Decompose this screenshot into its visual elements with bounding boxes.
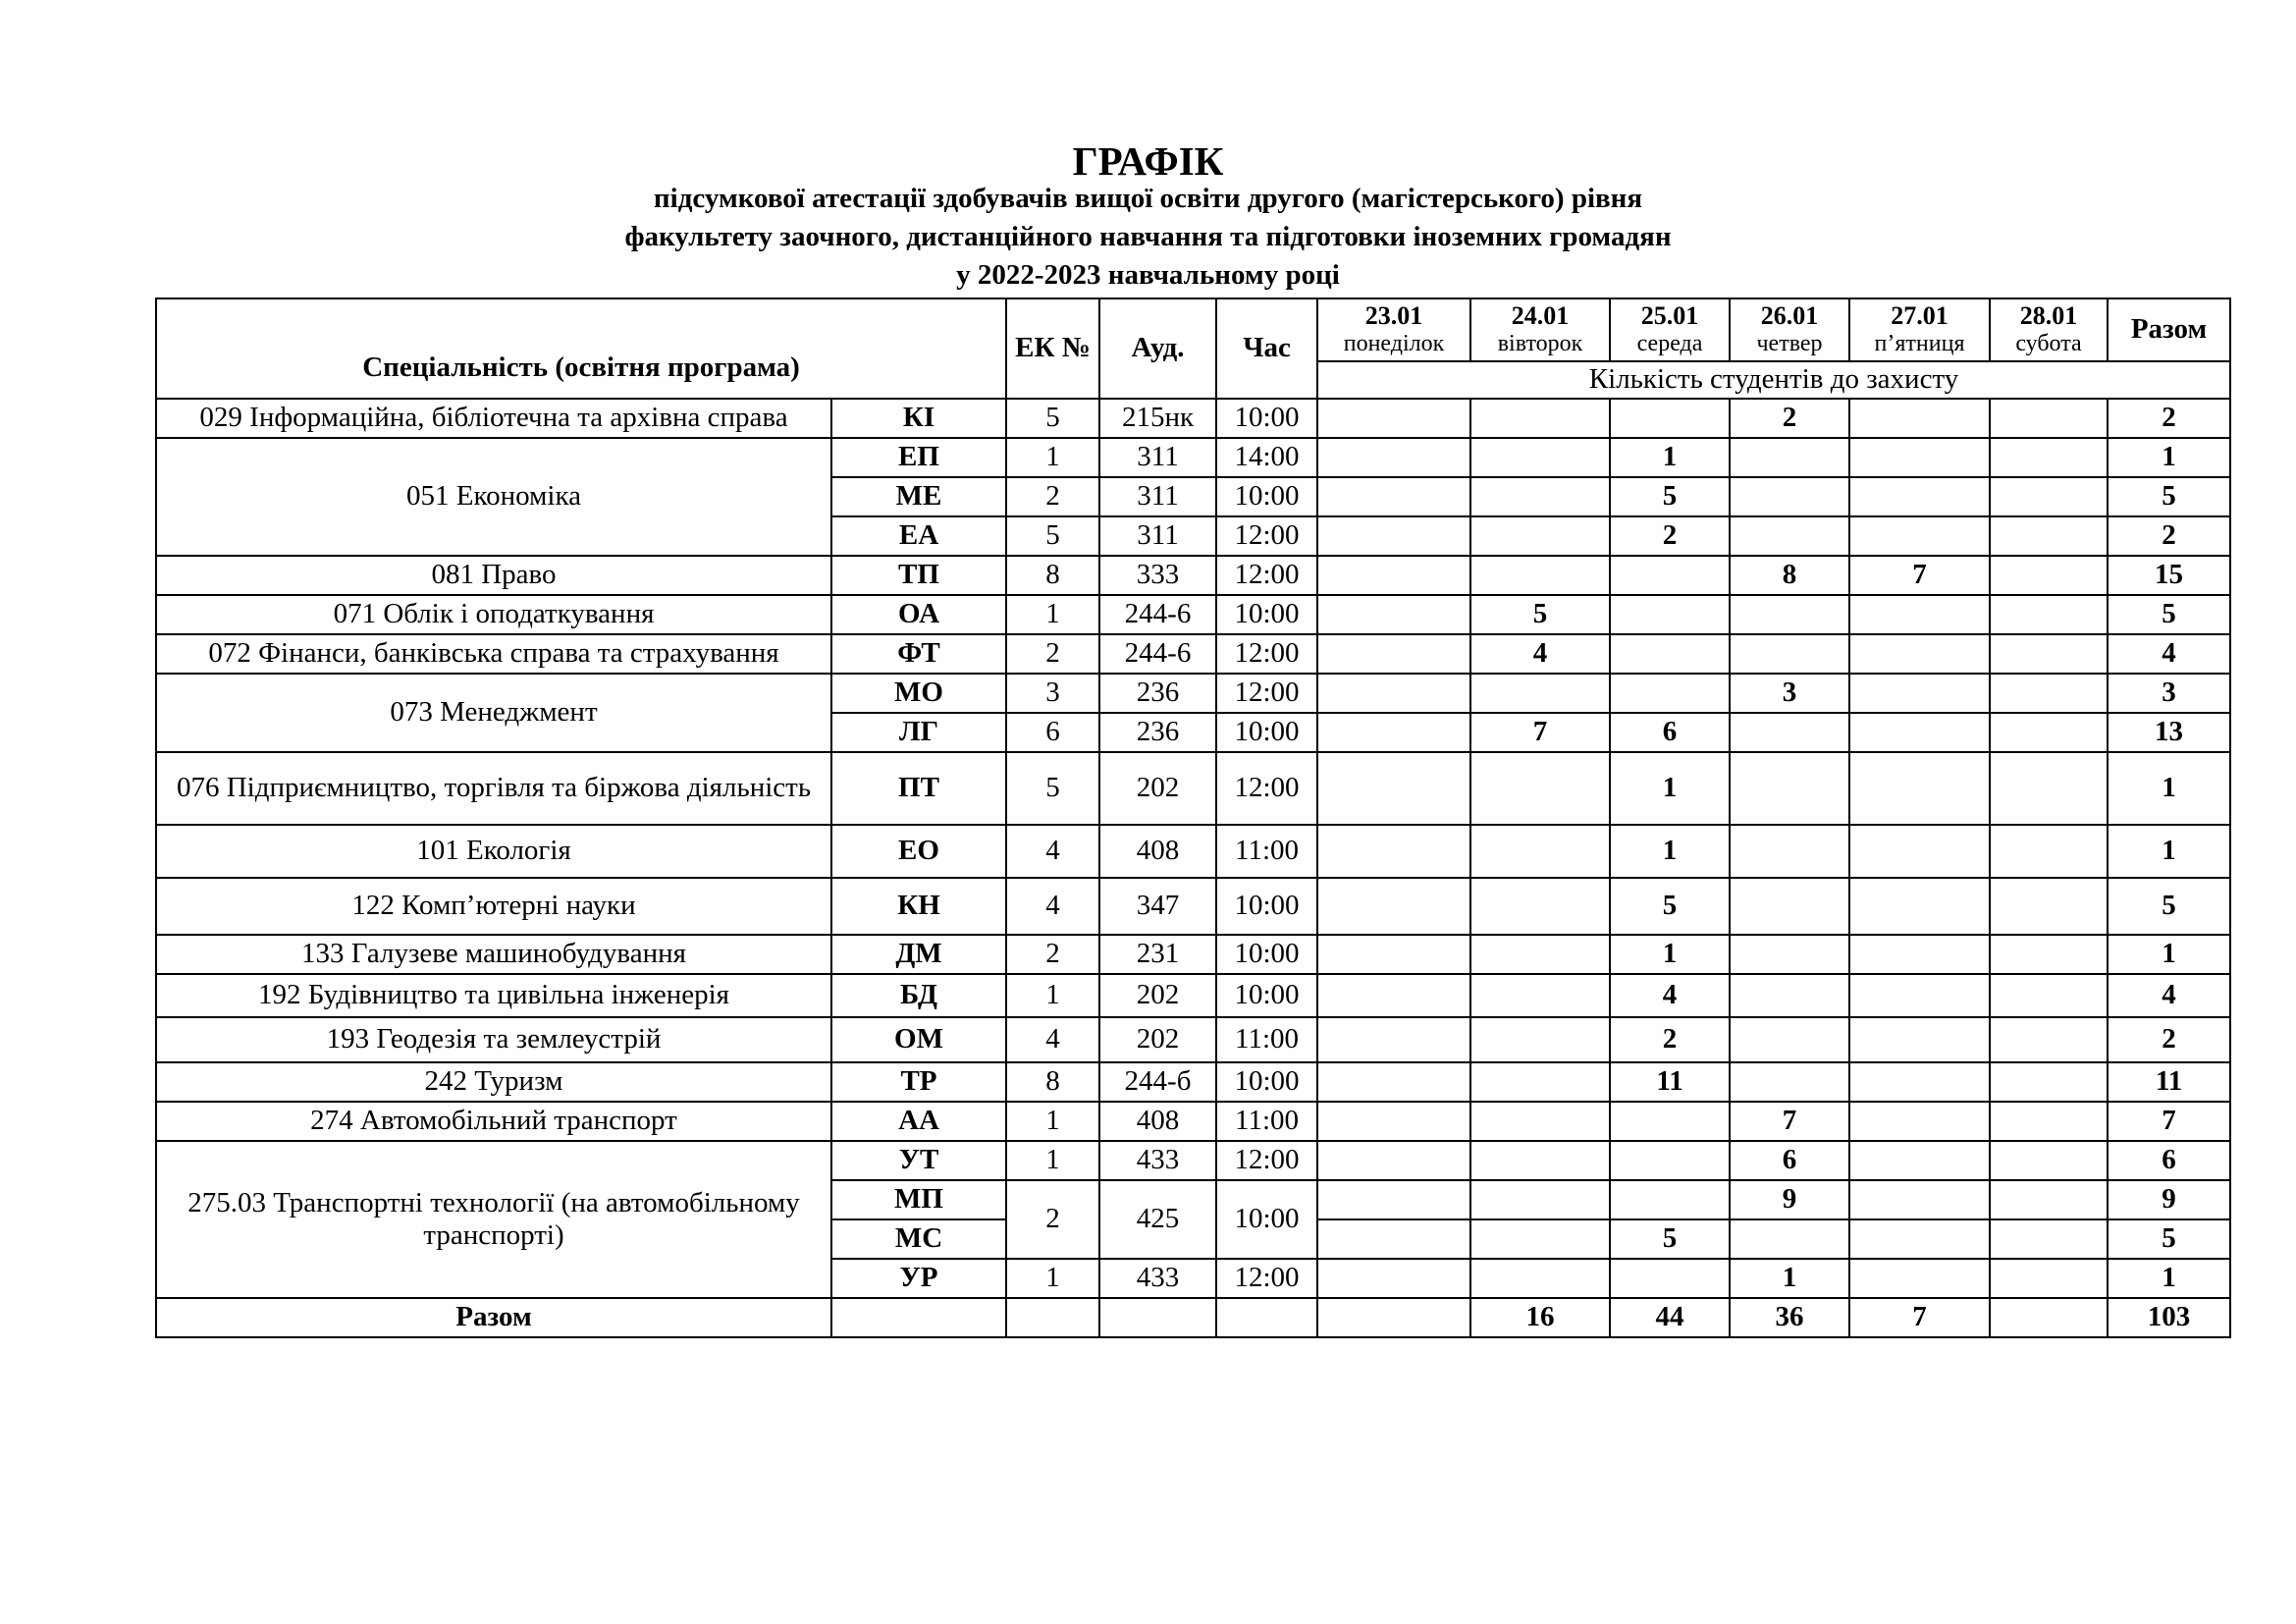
header-aud: Ауд. xyxy=(1099,298,1216,399)
day-count xyxy=(1730,1219,1849,1259)
start-time: 12:00 xyxy=(1216,1141,1317,1180)
day-count xyxy=(1990,477,2108,516)
day-count xyxy=(1730,752,1849,825)
program-code: ТП xyxy=(831,556,1006,595)
day-count: 11 xyxy=(1610,1062,1730,1102)
day-count: 1 xyxy=(1610,752,1730,825)
row-total: 5 xyxy=(2108,477,2230,516)
row-total: 1 xyxy=(2108,935,2230,974)
ek-number: 1 xyxy=(1006,974,1099,1017)
day-count xyxy=(1730,974,1849,1017)
totals-row xyxy=(156,1298,2230,1337)
day-count xyxy=(1730,634,1849,674)
totals-day-count xyxy=(1990,1298,2108,1337)
auditorium: 202 xyxy=(1099,1017,1216,1062)
day-count xyxy=(1849,825,1990,878)
day-count xyxy=(1849,1102,1990,1141)
row-total: 4 xyxy=(2108,974,2230,1017)
day-count xyxy=(1470,1102,1610,1141)
specialty-cell: 071 Облік і оподаткування xyxy=(156,595,831,634)
subtitle-line-3: у 2022-2023 навчальному році xyxy=(956,259,1340,291)
day-count xyxy=(1317,477,1470,516)
day-count xyxy=(1470,556,1610,595)
auditorium: 311 xyxy=(1099,477,1216,516)
table-row xyxy=(156,752,2230,825)
totals-empty xyxy=(1006,1298,1099,1337)
day-count xyxy=(1610,674,1730,713)
day-count: 7 xyxy=(1849,556,1990,595)
day-count: 5 xyxy=(1610,1219,1730,1259)
day-count xyxy=(1849,1141,1990,1180)
specialty-cell: 122 Комп’ютерні науки xyxy=(156,878,831,935)
day-count xyxy=(1990,1062,2108,1102)
specialty-cell: 029 Інформаційна, бібліотечна та архівна справа xyxy=(156,399,831,438)
day-count xyxy=(1990,438,2108,477)
day-count xyxy=(1730,825,1849,878)
day-count xyxy=(1990,1219,2108,1259)
ek-number: 8 xyxy=(1006,1062,1099,1102)
day-count xyxy=(1317,1062,1470,1102)
specialty-cell: 081 Право xyxy=(156,556,831,595)
auditorium: 236 xyxy=(1099,674,1216,713)
ek-number: 2 xyxy=(1006,1180,1099,1259)
specialty-cell: 076 Підприємництво, торгівля та біржова діяльність xyxy=(156,752,831,825)
day-count xyxy=(1610,1102,1730,1141)
start-time: 10:00 xyxy=(1216,974,1317,1017)
header-ek: ЕК № xyxy=(1006,298,1099,399)
day-count xyxy=(1849,974,1990,1017)
program-code: УТ xyxy=(831,1141,1006,1180)
day-count xyxy=(1470,752,1610,825)
day-count: 2 xyxy=(1610,1017,1730,1062)
totals-day-count: 7 xyxy=(1849,1298,1990,1337)
table-row xyxy=(156,935,2230,974)
day-count xyxy=(1317,1102,1470,1141)
start-time: 10:00 xyxy=(1216,477,1317,516)
start-time: 11:00 xyxy=(1216,1017,1317,1062)
auditorium: 408 xyxy=(1099,1102,1216,1141)
program-code: ФТ xyxy=(831,634,1006,674)
start-time: 10:00 xyxy=(1216,878,1317,935)
start-time: 11:00 xyxy=(1216,1102,1317,1141)
row-total: 1 xyxy=(2108,1259,2230,1298)
day-count xyxy=(1730,438,1849,477)
program-code: АА xyxy=(831,1102,1006,1141)
ek-number: 1 xyxy=(1006,595,1099,634)
start-time: 12:00 xyxy=(1216,1259,1317,1298)
day-count xyxy=(1317,674,1470,713)
subtitle-line-1: підсумкової атестації здобувачів вищої освіти другого (магістерського) рівня xyxy=(653,183,1643,214)
table-row xyxy=(156,825,2230,878)
ek-number: 4 xyxy=(1006,878,1099,935)
day-count xyxy=(1990,556,2108,595)
ek-number: 2 xyxy=(1006,634,1099,674)
table-row xyxy=(156,1141,2230,1180)
day-count xyxy=(1317,438,1470,477)
ek-number: 1 xyxy=(1006,1102,1099,1141)
header-time: Час xyxy=(1216,298,1317,399)
day-count xyxy=(1470,878,1610,935)
schedule-table xyxy=(155,298,2231,1338)
day-count xyxy=(1990,713,2108,752)
table-row xyxy=(156,1062,2230,1102)
day-count: 9 xyxy=(1730,1180,1849,1219)
day-count xyxy=(1317,825,1470,878)
day-count: 5 xyxy=(1610,878,1730,935)
start-time: 10:00 xyxy=(1216,1180,1317,1259)
day-count xyxy=(1849,878,1990,935)
day-count xyxy=(1990,974,2108,1017)
row-total: 5 xyxy=(2108,878,2230,935)
day-count xyxy=(1849,438,1990,477)
day-count xyxy=(1849,674,1990,713)
day-count xyxy=(1317,974,1470,1017)
day-count xyxy=(1470,438,1610,477)
ek-number: 1 xyxy=(1006,1141,1099,1180)
program-code: УР xyxy=(831,1259,1006,1298)
ek-number: 1 xyxy=(1006,1259,1099,1298)
header-day-5: 27.01 п’ятниця xyxy=(1849,298,1990,361)
program-code: КІ xyxy=(831,399,1006,438)
program-code: ТР xyxy=(831,1062,1006,1102)
day-count: 1 xyxy=(1610,825,1730,878)
day-count: 1 xyxy=(1610,935,1730,974)
start-time: 10:00 xyxy=(1216,399,1317,438)
day-count xyxy=(1990,1180,2108,1219)
start-time: 12:00 xyxy=(1216,752,1317,825)
table-row xyxy=(156,674,2230,713)
day-count xyxy=(1317,1141,1470,1180)
day-count xyxy=(1317,752,1470,825)
day-count xyxy=(1470,1017,1610,1062)
day-count xyxy=(1470,935,1610,974)
day-count xyxy=(1317,878,1470,935)
table-row xyxy=(156,1102,2230,1141)
day-count xyxy=(1730,595,1849,634)
row-total: 4 xyxy=(2108,634,2230,674)
program-code: МО xyxy=(831,674,1006,713)
start-time: 12:00 xyxy=(1216,674,1317,713)
program-code: ЛГ xyxy=(831,713,1006,752)
auditorium: 215нк xyxy=(1099,399,1216,438)
day-count xyxy=(1317,935,1470,974)
day-count xyxy=(1317,1180,1470,1219)
day-count xyxy=(1317,595,1470,634)
day-count xyxy=(1849,1259,1990,1298)
day-count xyxy=(1470,1219,1610,1259)
table-row xyxy=(156,595,2230,634)
day-count xyxy=(1730,935,1849,974)
day-count xyxy=(1849,1062,1990,1102)
day-count: 7 xyxy=(1730,1102,1849,1141)
day-count xyxy=(1849,752,1990,825)
day-count xyxy=(1317,713,1470,752)
start-time: 14:00 xyxy=(1216,438,1317,477)
day-count xyxy=(1990,935,2108,974)
auditorium: 231 xyxy=(1099,935,1216,974)
day-count xyxy=(1849,1180,1990,1219)
ek-number: 3 xyxy=(1006,674,1099,713)
totals-day-count xyxy=(1317,1298,1470,1337)
auditorium: 244-6 xyxy=(1099,634,1216,674)
ek-number: 5 xyxy=(1006,516,1099,556)
day-count xyxy=(1990,1102,2108,1141)
program-code: ЕА xyxy=(831,516,1006,556)
day-count xyxy=(1317,1017,1470,1062)
day-count xyxy=(1730,1062,1849,1102)
grand-total: 103 xyxy=(2108,1298,2230,1337)
start-time: 12:00 xyxy=(1216,516,1317,556)
day-count xyxy=(1730,713,1849,752)
day-count xyxy=(1470,477,1610,516)
specialty-cell: 193 Геодезія та землеустрій xyxy=(156,1017,831,1062)
program-code: ОМ xyxy=(831,1017,1006,1062)
row-total: 1 xyxy=(2108,438,2230,477)
auditorium: 311 xyxy=(1099,516,1216,556)
day-count: 2 xyxy=(1610,516,1730,556)
day-count xyxy=(1849,595,1990,634)
day-count xyxy=(1849,399,1990,438)
day-count xyxy=(1990,674,2108,713)
day-count xyxy=(1610,1141,1730,1180)
day-count xyxy=(1470,399,1610,438)
auditorium: 202 xyxy=(1099,752,1216,825)
totals-day-count: 36 xyxy=(1730,1298,1849,1337)
row-total: 2 xyxy=(2108,1017,2230,1062)
day-count xyxy=(1990,878,2108,935)
ek-number: 1 xyxy=(1006,438,1099,477)
header-students-label: Кількість студентів до захисту xyxy=(1317,361,2230,399)
auditorium: 244-6 xyxy=(1099,595,1216,634)
day-count: 1 xyxy=(1730,1259,1849,1298)
specialty-cell: 051 Економіка xyxy=(156,438,831,556)
auditorium: 347 xyxy=(1099,878,1216,935)
day-count xyxy=(1990,1259,2108,1298)
day-count xyxy=(1610,634,1730,674)
day-count xyxy=(1317,556,1470,595)
day-count xyxy=(1990,516,2108,556)
program-code: МС xyxy=(831,1219,1006,1259)
auditorium: 244-б xyxy=(1099,1062,1216,1102)
specialty-cell: 073 Менеджмент xyxy=(156,674,831,752)
program-code: КН xyxy=(831,878,1006,935)
day-count xyxy=(1317,634,1470,674)
day-count xyxy=(1849,1017,1990,1062)
start-time: 10:00 xyxy=(1216,935,1317,974)
ek-number: 2 xyxy=(1006,935,1099,974)
header-day-2: 24.01 вівторок xyxy=(1470,298,1610,361)
day-count xyxy=(1470,1062,1610,1102)
header-day-6: 28.01 субота xyxy=(1990,298,2108,361)
start-time: 12:00 xyxy=(1216,556,1317,595)
day-count: 6 xyxy=(1610,713,1730,752)
start-time: 10:00 xyxy=(1216,713,1317,752)
specialty-cell: 101 Екологія xyxy=(156,825,831,878)
day-count xyxy=(1470,674,1610,713)
table-row xyxy=(156,1017,2230,1062)
totals-day-count: 44 xyxy=(1610,1298,1730,1337)
specialty-cell: 192 Будівництво та цивільна інженерія xyxy=(156,974,831,1017)
start-time: 11:00 xyxy=(1216,825,1317,878)
row-total: 11 xyxy=(2108,1062,2230,1102)
day-count xyxy=(1849,935,1990,974)
auditorium: 433 xyxy=(1099,1259,1216,1298)
start-time: 10:00 xyxy=(1216,1062,1317,1102)
specialty-cell: 072 Фінанси, банківська справа та страхування xyxy=(156,634,831,674)
row-total: 13 xyxy=(2108,713,2230,752)
day-count xyxy=(1470,1180,1610,1219)
auditorium: 408 xyxy=(1099,825,1216,878)
ek-number: 8 xyxy=(1006,556,1099,595)
table-row xyxy=(156,878,2230,935)
day-count xyxy=(1610,556,1730,595)
table-row xyxy=(156,974,2230,1017)
start-time: 10:00 xyxy=(1216,595,1317,634)
program-code: МП xyxy=(831,1180,1006,1219)
day-count xyxy=(1317,516,1470,556)
day-count xyxy=(1730,516,1849,556)
row-total: 1 xyxy=(2108,825,2230,878)
day-count xyxy=(1990,399,2108,438)
row-total: 5 xyxy=(2108,1219,2230,1259)
header-row xyxy=(156,298,2230,361)
day-count: 4 xyxy=(1610,974,1730,1017)
day-count xyxy=(1610,1180,1730,1219)
row-total: 7 xyxy=(2108,1102,2230,1141)
day-count xyxy=(1470,516,1610,556)
day-count: 5 xyxy=(1470,595,1610,634)
header-day-4: 26.01 четвер xyxy=(1730,298,1849,361)
day-count xyxy=(1849,477,1990,516)
ek-number: 4 xyxy=(1006,825,1099,878)
day-count xyxy=(1470,1141,1610,1180)
day-count xyxy=(1990,752,2108,825)
day-count xyxy=(1470,1259,1610,1298)
day-count: 6 xyxy=(1730,1141,1849,1180)
totals-label: Разом xyxy=(156,1298,831,1337)
program-code: ОА xyxy=(831,595,1006,634)
auditorium: 202 xyxy=(1099,974,1216,1017)
row-total: 2 xyxy=(2108,516,2230,556)
row-total: 5 xyxy=(2108,595,2230,634)
auditorium: 236 xyxy=(1099,713,1216,752)
table-row xyxy=(156,634,2230,674)
program-code: БД xyxy=(831,974,1006,1017)
specialty-cell: 242 Туризм xyxy=(156,1062,831,1102)
header-day-1: 23.01 понеділок xyxy=(1317,298,1470,361)
table-row xyxy=(156,556,2230,595)
totals-empty xyxy=(831,1298,1006,1337)
day-count xyxy=(1610,399,1730,438)
row-total: 9 xyxy=(2108,1180,2230,1219)
header-total: Разом xyxy=(2108,298,2230,361)
program-code: МЕ xyxy=(831,477,1006,516)
day-count: 7 xyxy=(1470,713,1610,752)
specialty-cell: 133 Галузеве машинобудування xyxy=(156,935,831,974)
totals-empty xyxy=(1099,1298,1216,1337)
day-count xyxy=(1849,713,1990,752)
header-specialty: Спеціальність (освітня програма) xyxy=(156,298,1006,399)
program-code: ДМ xyxy=(831,935,1006,974)
day-count xyxy=(1317,1219,1470,1259)
day-count: 3 xyxy=(1730,674,1849,713)
day-count: 4 xyxy=(1470,634,1610,674)
program-code: ЕП xyxy=(831,438,1006,477)
start-time: 12:00 xyxy=(1216,634,1317,674)
day-count xyxy=(1730,878,1849,935)
day-count xyxy=(1610,595,1730,634)
day-count xyxy=(1849,1219,1990,1259)
day-count xyxy=(1990,634,2108,674)
row-total: 6 xyxy=(2108,1141,2230,1180)
day-count xyxy=(1990,825,2108,878)
row-total: 2 xyxy=(2108,399,2230,438)
day-count xyxy=(1990,595,2108,634)
day-count xyxy=(1730,1017,1849,1062)
ek-number: 5 xyxy=(1006,399,1099,438)
auditorium: 311 xyxy=(1099,438,1216,477)
day-count xyxy=(1990,1017,2108,1062)
day-count xyxy=(1470,825,1610,878)
program-code: ПТ xyxy=(831,752,1006,825)
subtitle-line-2: факультету заочного, дистанційного навчання та підготовки іноземних громадян xyxy=(624,221,1672,252)
specialty-cell: 274 Автомобільний транспорт xyxy=(156,1102,831,1141)
day-count xyxy=(1317,399,1470,438)
day-count xyxy=(1317,1259,1470,1298)
day-count: 5 xyxy=(1610,477,1730,516)
document-title: ГРАФІК xyxy=(1072,138,1224,184)
day-count xyxy=(1849,516,1990,556)
row-total: 3 xyxy=(2108,674,2230,713)
header-day-3: 25.01 середа xyxy=(1610,298,1730,361)
day-count xyxy=(1470,974,1610,1017)
table-row xyxy=(156,399,2230,438)
row-total: 1 xyxy=(2108,752,2230,825)
auditorium: 425 xyxy=(1099,1180,1216,1259)
day-count xyxy=(1610,1259,1730,1298)
day-count xyxy=(1730,477,1849,516)
program-code: ЕО xyxy=(831,825,1006,878)
ek-number: 2 xyxy=(1006,477,1099,516)
day-count: 1 xyxy=(1610,438,1730,477)
day-count: 8 xyxy=(1730,556,1849,595)
auditorium: 333 xyxy=(1099,556,1216,595)
specialty-cell: 275.03 Транспортні технології (на автомобільному транспорті) xyxy=(156,1141,831,1298)
row-total: 15 xyxy=(2108,556,2230,595)
day-count xyxy=(1849,634,1990,674)
auditorium: 433 xyxy=(1099,1141,1216,1180)
ek-number: 4 xyxy=(1006,1017,1099,1062)
day-count: 2 xyxy=(1730,399,1849,438)
ek-number: 5 xyxy=(1006,752,1099,825)
day-count xyxy=(1990,1141,2108,1180)
totals-day-count: 16 xyxy=(1470,1298,1610,1337)
totals-empty xyxy=(1216,1298,1317,1337)
ek-number: 6 xyxy=(1006,713,1099,752)
table-row xyxy=(156,438,2230,477)
